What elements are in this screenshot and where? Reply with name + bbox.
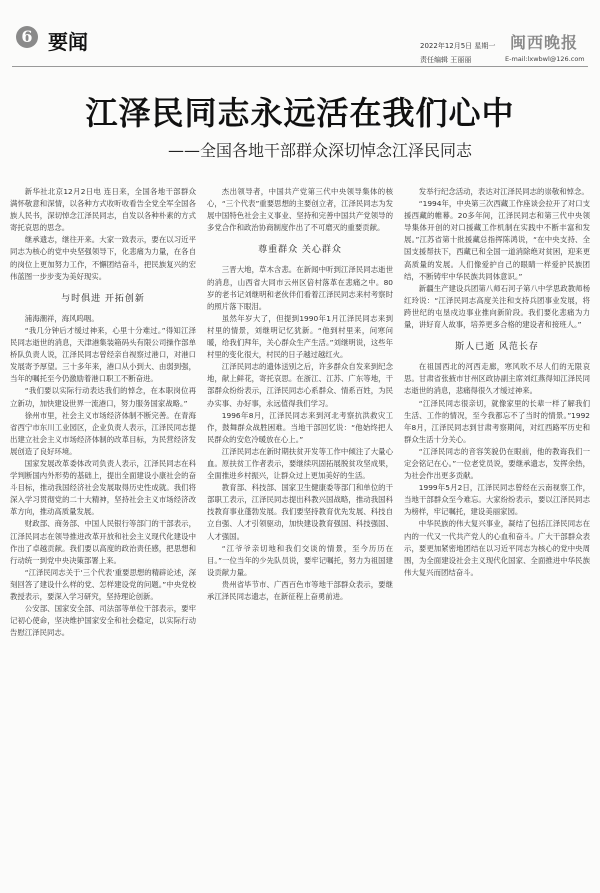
editor-credit: 责任编辑 王丽丽 xyxy=(420,56,472,64)
article-paragraph: 教育部、科技部、国家卫生健康委等部门和单位的干部职工表示，江泽民同志提出科教兴国战略，推动我国科技教育事业蓬勃发展。我们要坚持教育优先发展、科技自立自强、人才引领驱动，加快建设教育强国、科技强国、人才强国。 xyxy=(207,483,393,541)
article-paragraph: “我几分钟后才缓过神来，心里十分难过。”得知江泽民同志逝世的消息，天津港集装箱码头有限公司操作部单桥队负责人说，江泽民同志曾经亲自视察过港口，对港口发展寄予厚望。三十多年来，港口从小到大、由弱到强，当年的嘱托至今仍激励着港口职工不断奋进。 xyxy=(10,325,196,384)
article-paragraph: 江泽民同志在新时期扶贫开发等工作中倾注了大量心血。原扶贫工作者表示，要继续巩固拓展脱贫攻坚成果，全面推进乡村振兴，让群众过上更加美好的生活。 xyxy=(207,446,393,481)
article-paragraph: 1999年5月2日，江泽民同志曾经在云南视察工作，当地干部群众至今难忘。大家纷纷表示，要以江泽民同志为榜样，牢记嘱托，建设美丽家园。 xyxy=(404,483,590,517)
section-subheading: 尊重群众 关心群众 xyxy=(258,245,342,256)
article-paragraph: 国家发展改革委体改司负责人表示，江泽民同志在科学判断国内外形势的基础上，提出全面建设小康社会的奋斗目标，推动我国经济社会发展取得历史性成就。我们将深入学习贯彻党的二十大精神，坚持社会主义市场经济改革方向，推动高质量发展。 xyxy=(10,458,196,517)
article-paragraph: 徐州市里，社会主义市场经济体制不断完善。在青海省西宁市东川工业园区，企业负责人表示，江泽民同志提出建立社会主义市场经济体制的改革目标，为民营经济发展创造了良好环境。 xyxy=(10,410,196,456)
headline-subtitle: ——全国各地干部群众深切悼念江泽民同志 xyxy=(167,141,472,160)
article-paragraph: 杰出领导者，中国共产党第三代中央领导集体的核心，“三个代表”重要思想的主要创立者，江泽民同志为发展中国特色社会主义事业、坚持和完善中国共产党领导的多党合作和政治协商制度作出了不可磨灭的重要贡献。 xyxy=(207,187,393,233)
headline-title: 江泽民同志永远活在我们心中 xyxy=(85,94,515,132)
article-paragraph: “江泽民同志的音容笑貌仍在眼前，他的教诲我们一定会铭记在心。”一位老党员说，要继承遗志，发挥余热，为社会作出更多贡献。 xyxy=(404,446,590,481)
article-paragraph: “江泽民同志很亲切，就像家里的长辈一样了解我们生活、工作的情况，至今我都忘不了当时的情景。”1992年8月，江泽民同志到甘肃考察期间，对红西路军历史和群众生活十分关心。 xyxy=(404,398,590,444)
page-header xyxy=(0,0,600,64)
article-paragraph: “我们要以实际行动表达我们的悼念，在本职岗位再立新功，加快建设世界一流港口，努力服务国家战略。” xyxy=(10,386,196,408)
article-paragraph: 中华民族的伟大复兴事业，凝结了包括江泽民同志在内的一代又一代共产党人的心血和奋斗。广大干部群众表示，要更加紧密地团结在以习近平同志为核心的党中央周围，为全面建设社会主义现代化国家、全面推进中华民族伟大复兴而团结奋斗。 xyxy=(404,519,590,577)
article-paragraph: 浦海潮祥，海风呜咽。 xyxy=(24,313,99,323)
issue-date: 2022年12月5日 星期一 xyxy=(420,42,496,50)
article-paragraph: 公安部、国家安全部、司法部等单位干部表示，要牢记初心使命，坚决维护国家安全和社会稳定，以实际行动告慰江泽民同志。 xyxy=(10,604,196,638)
page-number-badge: 6 xyxy=(16,26,38,48)
article-paragraph: 发举行纪念活动，表达对江泽民同志的崇敬和悼念。 xyxy=(418,187,589,196)
section-name: 要闻 xyxy=(48,30,88,54)
article-paragraph: 在祖国西北的河西走廊，寒风吹不尽人们的无限哀思。甘肃省张掖市甘州区政协副主席刘红燕得知江泽民同志逝世的消息，悲痛得很久才缓过神来。 xyxy=(404,362,590,396)
article-paragraph: 新华社北京12月2日电 连日来，全国各地干部群众满怀敬意和深情，以各种方式收听收看告全党全军全国各族人民书，深切悼念江泽民同志，自发以各种朴素的方式寄托哀思的思念。 xyxy=(10,187,196,233)
article-paragraph: 继承遗志，继往开来。大家一致表示，要在以习近平同志为核心的党中央坚强领导下，化悲痛为力量，在各自的岗位上更加努力工作，不懈团结奋斗，把民族复兴的宏伟蓝图一步步变为美好现实。 xyxy=(10,235,196,281)
article-paragraph: “江泽民同志关于‘三个代表’重要思想的精辟论述，深刻回答了建设什么样的党、怎样建设党的问题。”中央党校教授表示，要深入学习研究，坚持理论创新。 xyxy=(10,567,196,601)
article-column-1 xyxy=(10,186,196,886)
article-paragraph: 新疆生产建设兵团第八师石河子第八中学思政教师杨红玲说：“江泽民同志高度关注和支持兵团事业发展，将跨世纪的屯垦戍边事业推向新阶段。我们要化悲痛为力量，讲好育人故事，培养更多合格的建设者和接班人。” xyxy=(404,283,590,330)
header-divider xyxy=(12,66,588,67)
article-paragraph: “1994年，中央第三次西藏工作座谈会拉开了对口支援西藏的帷幕。20多年间，江泽民同志和第三代中央领导集体开创的对口援藏工作机制在实践中不断丰富和发展。”江苏省第十批援藏总指挥陈鸿说，“在中央支持、全国支援帮扶下，西藏已和全国一道消除绝对贫困，迎来更高质量的发展。人们像爱护自己的眼睛一样爱护民族团结，不断铸牢中华民族共同体意识。” xyxy=(404,199,590,281)
section-subheading: 与时俱进 开拓创新 xyxy=(61,293,145,304)
article-paragraph: 1996年8月，江泽民同志来到河北考察抗洪救灾工作，鼓舞群众战胜困难。当地干部回忆说：“他始终把人民群众的安危冷暖放在心上。” xyxy=(207,410,393,444)
article-paragraph: 虽然年岁大了，但提到1990年1月江泽民同志来到村里的情景，刘继明记忆犹新。“他到村里来，问寒问暖，给我们拜年，关心群众生产生活。”刘继明说，这些年村里的变化很大，村民的日子越过越红火。 xyxy=(207,313,393,360)
article-paragraph: 三晋大地，草木含悲。在新闻中听到江泽民同志逝世的消息，山西省大同市云州区倍村落革在悲痛之中。80岁的老书记刘继明和老伙伴们看着江泽民同志来村考察时的照片落下眼泪。 xyxy=(207,265,393,311)
article-paragraph: 贵州省毕节市、广西百色市等地干部群众表示，要继承江泽民同志遗志，在新征程上奋勇前进。 xyxy=(207,579,393,601)
article-paragraph: 财政部、商务部、中国人民银行等部门的干部表示，江泽民同志在领导推进改革开放和社会主义现代化建设中作出了卓越贡献。我们要以高度的政治责任感，把思想和行动统一到党中央决策部署上来。 xyxy=(10,519,196,565)
newspaper-logo: 闽西晚报 xyxy=(510,33,579,52)
article-column-3 xyxy=(404,186,590,886)
contact-email: E-mail:lxwbwl@126.com xyxy=(505,55,585,63)
article-paragraph: 江泽民同志的遗体送别之后，许多群众自发来到纪念地，献上鲜花，寄托哀思。在浙江、江苏、广东等地，干部群众纷纷表示，江泽民同志心系群众、情系百姓，为民办实事、办好事，永远值得我们学习。 xyxy=(207,362,393,408)
article-paragraph: “江爷爷亲切地和我们交谈的情景，至今历历在目。”一位当年的少先队员说，要牢记嘱托，努力为祖国建设贡献力量。 xyxy=(207,543,393,577)
article-column-2 xyxy=(207,186,393,886)
section-subheading: 斯人已逝 风范长存 xyxy=(455,342,539,353)
